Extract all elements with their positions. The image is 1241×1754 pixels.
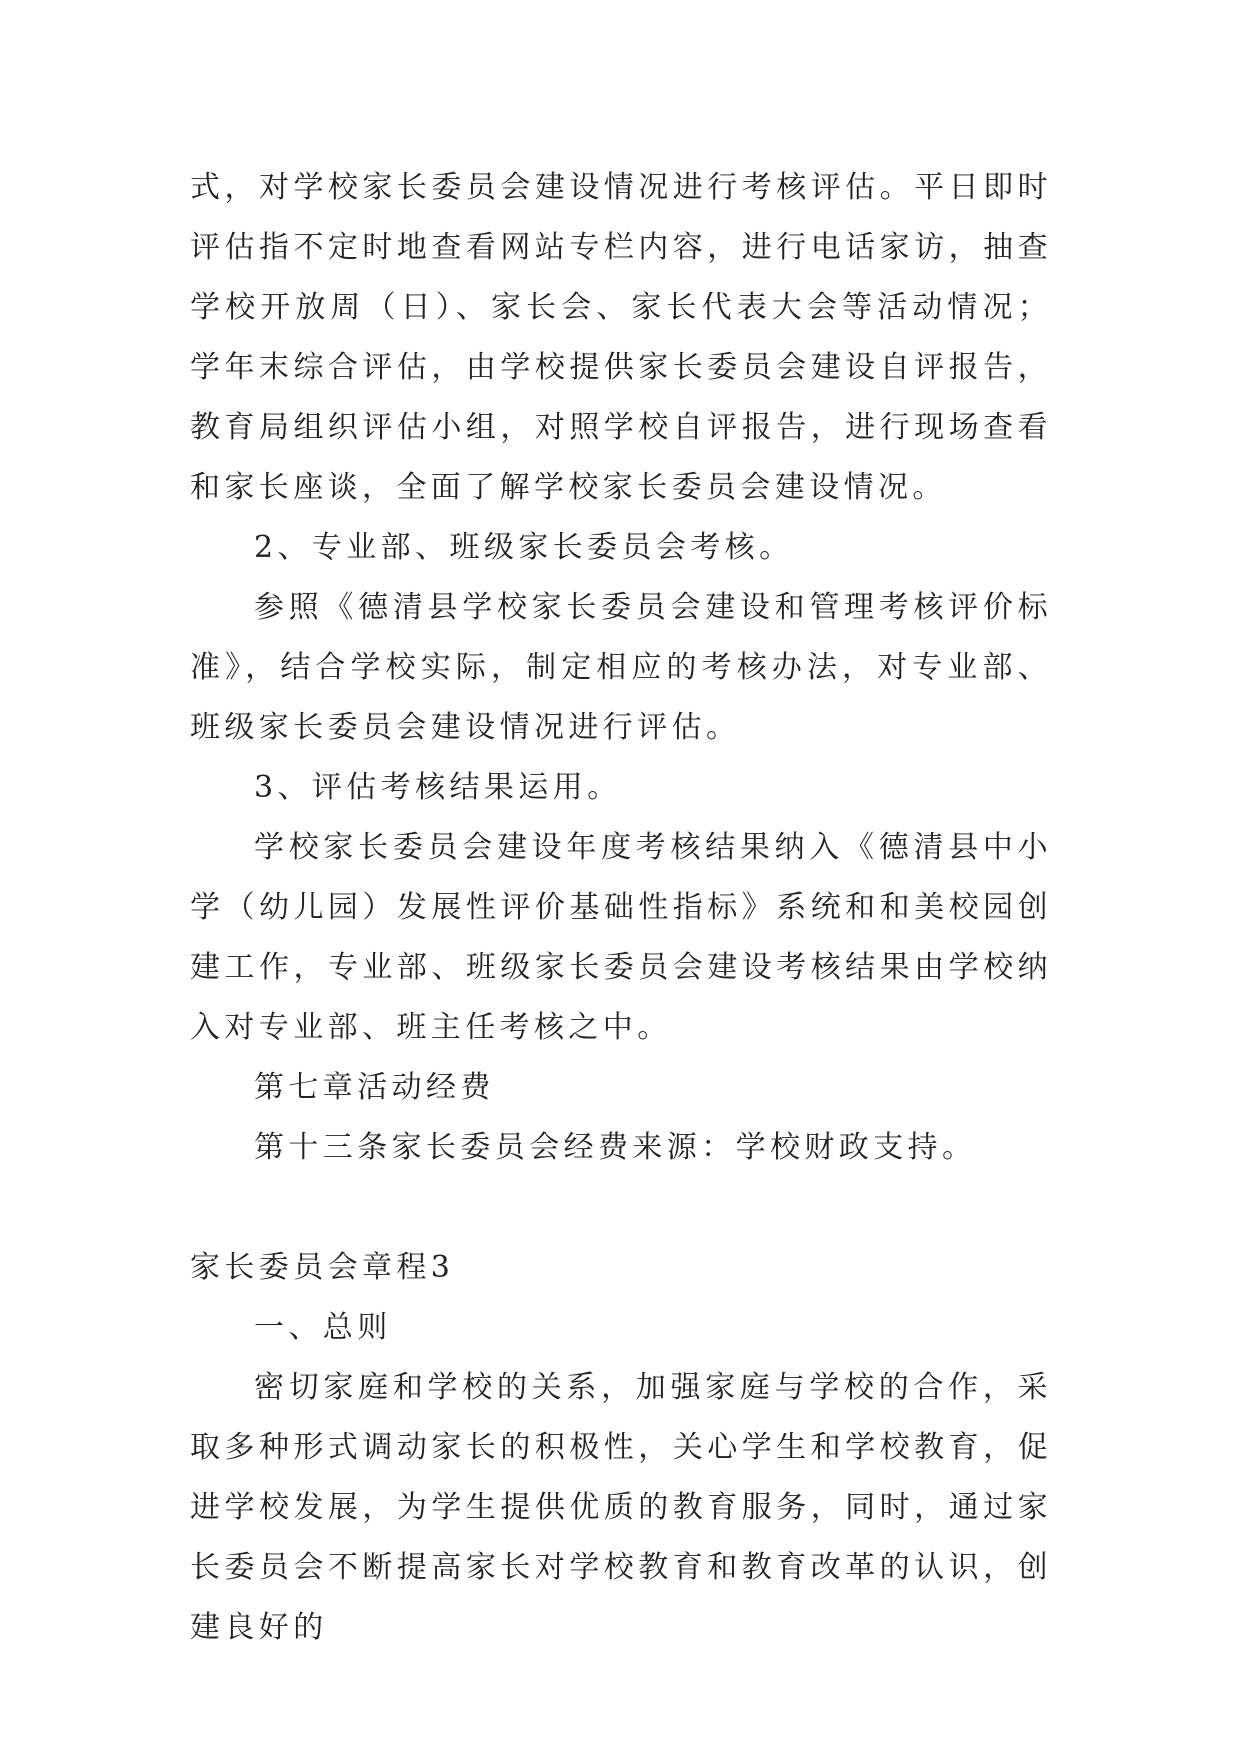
article-funding-source: 第十三条家长委员会经费来源：学校财政支持。 xyxy=(254,1130,977,1165)
paragraph-result-application: 学校家长委员会建设年度考核结果纳入《德清县中小学（幼儿园）发展性评价基础性指标》系统和和美校园创建工作，专业部、班级家长委员会建设考核结果由学校纳入对专业部、班主任考核之中。 xyxy=(190,830,1052,1045)
section-heading-general-provisions: 一、总则 xyxy=(254,1310,392,1345)
paragraph-assessment-standard: 参照《德清县学校家长委员会建设和管理考核评价标准》，结合学校实际，制定相应的考核办法，对专业部、班级家长委员会建设情况进行评估。 xyxy=(190,590,1052,745)
heading-result-application: 3、评估考核结果运用。 xyxy=(254,770,622,805)
heading-department-class-assessment: 2、专业部、班级家长委员会考核。 xyxy=(254,530,794,565)
document-title-charter-3: 家长委员会章程3 xyxy=(190,1250,455,1285)
chapter-title-activity-funds: 第七章活动经费 xyxy=(254,1070,495,1105)
document-body xyxy=(190,158,1052,1658)
section-spacer xyxy=(190,1178,1052,1238)
paragraph-assessment-method: 式，对学校家长委员会建设情况进行考核评估。平日即时评估指不定时地查看网站专栏内容，进行电话家访，抽查学校开放周（日）、家长会、家长代表大会等活动情况；学年末综合评估，由学校提供家长委员会建设自评报告，教育局组织评估小组，对照学校自评报告，进行现场查看和家长座谈，全面了解学校家长委员会建设情况。 xyxy=(190,170,1052,505)
paragraph-general-provisions: 密切家庭和学校的关系，加强家庭与学校的合作，采取多种形式调动家长的积极性，关心学生和学校教育，促进学校发展，为学生提供优质的教育服务，同时，通过家长委员会不断提高家长对学校教育和教育改革的认识，创建良好的 xyxy=(190,1370,1052,1645)
